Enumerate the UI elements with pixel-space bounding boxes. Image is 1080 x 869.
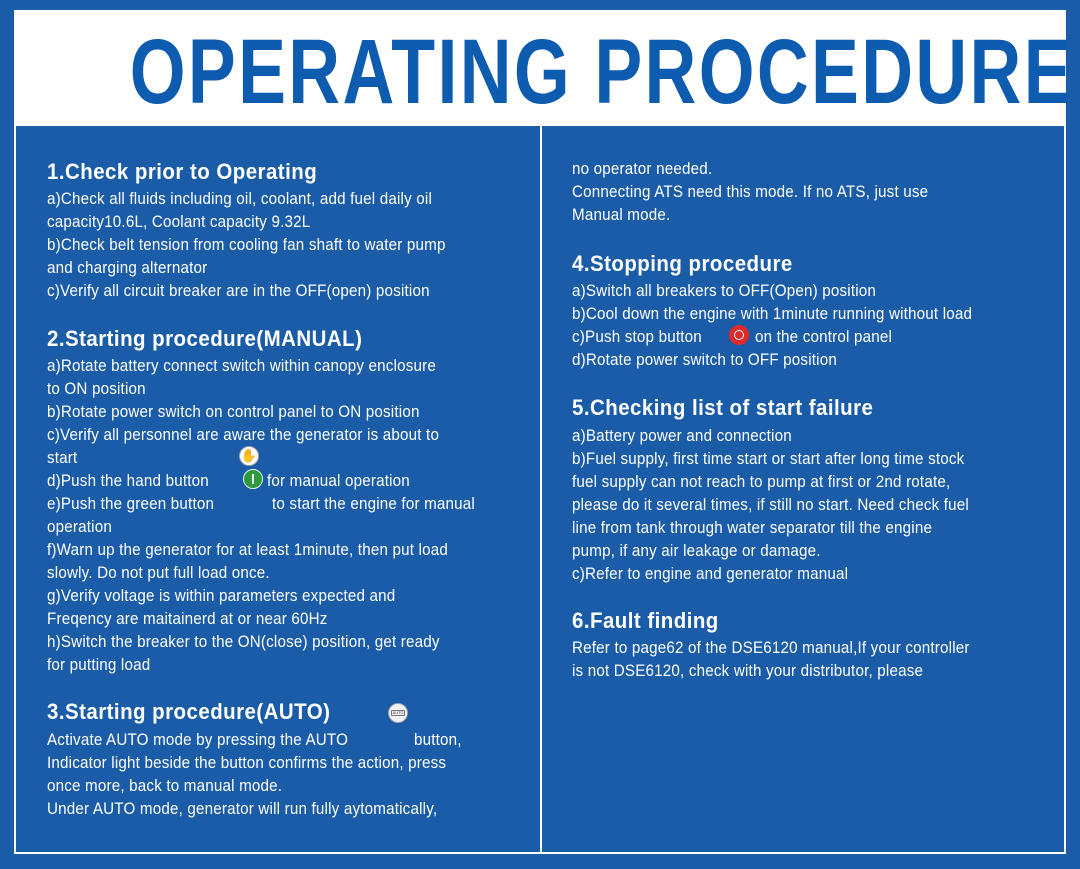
section-2-line: slowly. Do not put full load once. — [47, 564, 270, 582]
start-button-icon — [243, 469, 263, 489]
section-2-line: operation — [47, 518, 112, 536]
section-4-line-c-suffix: on the control panel — [755, 328, 893, 346]
section-2-line: h)Switch the breaker to the ON(close) position, get ready — [47, 633, 440, 651]
title-banner — [14, 10, 1074, 124]
section-5-line: c)Refer to engine and generator manual — [572, 565, 849, 583]
section-1-line: c)Verify all circuit breaker are in the OFF(open) position — [47, 282, 430, 300]
stop-button-icon — [729, 325, 749, 345]
section-1-line: and charging alternator — [47, 259, 208, 277]
section-2-line-e: e)Push the green button — [47, 495, 215, 513]
section-2-line-d: d)Push the hand button — [47, 472, 209, 490]
section-5-line: line from tank through water separator till the engine — [572, 519, 933, 537]
section-5-line: pump, if any air leakage or damage. — [572, 542, 821, 560]
hand-icon: ✋ — [239, 446, 259, 466]
section-2-line: to ON position — [47, 380, 146, 398]
section-5-line: a)Battery power and connection — [572, 427, 792, 445]
section-3-continued-line: Connecting ATS need this mode. If no ATS, just use — [572, 183, 929, 201]
section-5-line: fuel supply can not reach to pump at first or 2nd rotate, — [572, 473, 951, 491]
auto-button-icon — [388, 703, 408, 723]
section-3-line-1: Activate AUTO mode by pressing the AUTO — [47, 731, 349, 749]
section-1-line: capacity10.6L, Coolant capacity 9.32L — [47, 213, 311, 231]
auto-icon-label: AUTO — [392, 710, 404, 715]
section-1-line: a)Check all fluids including oil, coolant, add fuel daily oil — [47, 190, 433, 208]
section-2-line-d-suffix: for manual operation — [267, 472, 410, 490]
section-6-line: Refer to page62 of the DSE6120 manual,If your controller — [572, 639, 970, 657]
section-2-line: c)Verify all personnel are aware the generator is about to — [47, 426, 440, 444]
section-2-line: f)Warn up the generator for at least 1minute, then put load — [47, 541, 448, 559]
section-2-line-e-suffix: to start the engine for manual — [272, 495, 475, 513]
section-3-line: once more, back to manual mode. — [47, 777, 283, 795]
section-5-heading: 5.Checking list of start failure — [572, 395, 874, 420]
section-1-heading: 1.Check prior to Operating — [47, 159, 318, 184]
section-2-line: Freqency are maitainerd at or near 60Hz — [47, 610, 328, 628]
section-3-continued-line: Manual mode. — [572, 206, 671, 224]
section-5-line: please do it several times, if still no start. Need check fuel — [572, 496, 969, 514]
section-2-line: b)Rotate power switch on control panel to ON position — [47, 403, 420, 421]
section-4-line-c: c)Push stop button — [572, 328, 702, 346]
section-1-line: b)Check belt tension from cooling fan shaft to water pump — [47, 236, 446, 254]
section-2-line: g)Verify voltage is within parameters expected and — [47, 587, 396, 605]
section-3-heading: 3.Starting procedure(AUTO) — [47, 699, 331, 724]
section-4-line-a: a)Switch all breakers to OFF(Open) position — [572, 282, 877, 300]
page-title: OPERATING PROCEDURE — [129, 21, 1074, 123]
section-5-line: b)Fuel supply, first time start or start after long time stock — [572, 450, 965, 468]
section-3-line: Under AUTO mode, generator will run fully aytomatically, — [47, 800, 438, 818]
section-6-heading: 6.Fault finding — [572, 608, 719, 633]
section-2-line: a)Rotate battery connect switch within canopy enclosure — [47, 357, 436, 375]
section-4-line-d: d)Rotate power switch to OFF position — [572, 351, 837, 369]
section-2-line: start — [47, 449, 78, 467]
section-2-heading: 2.Starting procedure(MANUAL) — [47, 326, 363, 351]
section-6-line: is not DSE6120, check with your distributor, please — [572, 662, 924, 680]
section-3-continued-line: no operator needed. — [572, 160, 713, 178]
section-4-heading: 4.Stopping procedure — [572, 251, 793, 276]
section-3-line-1-suffix: button, — [414, 731, 462, 749]
section-2-line: for putting load — [47, 656, 151, 674]
section-4-line-b: b)Cool down the engine with 1minute running without load — [572, 305, 973, 323]
section-3-line: Indicator light beside the button confirms the action, press — [47, 754, 447, 772]
